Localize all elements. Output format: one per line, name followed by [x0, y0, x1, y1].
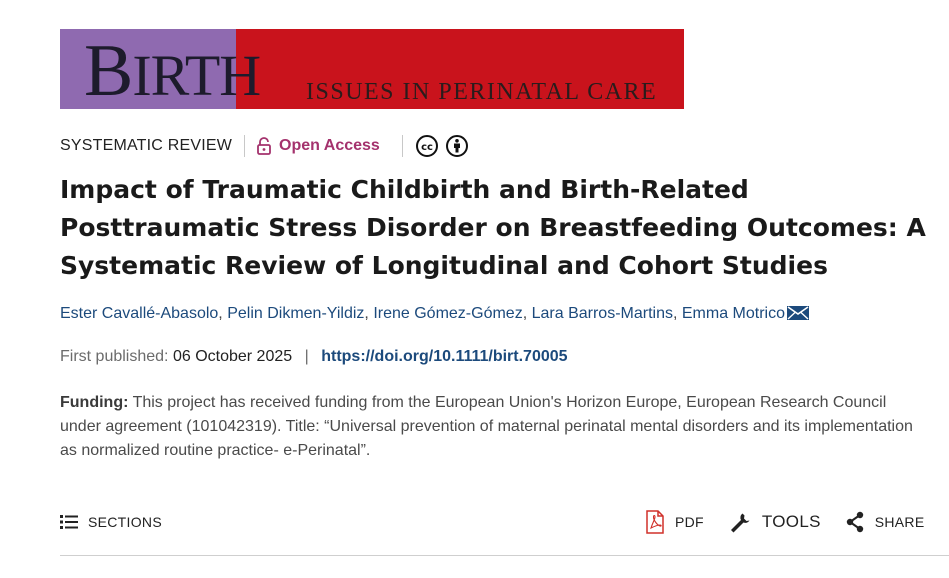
tools-button[interactable] [728, 510, 821, 534]
open-access-label[interactable]: Open Access [279, 137, 380, 154]
author-separator: , [364, 305, 374, 322]
author-link[interactable]: Pelin Dikmen-Yildiz [227, 305, 365, 322]
author-link[interactable]: Irene Gómez-Gómez [373, 305, 523, 322]
author-link[interactable]: Emma Motrico [681, 305, 785, 322]
first-published-date: 06 October 2025 [172, 348, 293, 365]
unlock-icon [257, 137, 271, 155]
article-meta-row [60, 132, 469, 160]
share-icon [845, 511, 865, 533]
first-published-label: First published: [60, 348, 169, 365]
divider [402, 135, 403, 157]
wrench-icon [728, 510, 752, 534]
funding-label: Funding: [60, 394, 129, 411]
article-title: Impact of Traumatic Childbirth and Birth-Related Posttraumatic Stress Disorder on Breastfeeding Outcomes: A Systematic Review of Longitudinal and Cohort Studies [60, 175, 926, 280]
share-button[interactable] [845, 511, 925, 533]
envelope-icon[interactable] [787, 306, 809, 320]
pdf-label: PDF [675, 514, 704, 530]
author-link[interactable]: Ester Cavallé-Abasolo [60, 305, 219, 322]
author-list [60, 303, 940, 325]
svg-text:cc: cc [420, 142, 433, 153]
list-icon [60, 515, 78, 529]
journal-logo: BIRTH [84, 30, 261, 109]
publication-separator: | [304, 348, 309, 365]
toolbar-divider [60, 555, 949, 556]
article-toolbar-right [645, 508, 924, 536]
author-separator: , [672, 305, 682, 322]
article-type: SYSTEMATIC REVIEW [60, 137, 233, 154]
journal-banner[interactable] [60, 29, 684, 109]
sections-button[interactable] [60, 514, 162, 530]
divider [244, 135, 245, 157]
author-separator: , [522, 305, 532, 322]
author-link[interactable]: Lara Barros-Martins [531, 305, 673, 322]
author-separator: , [218, 305, 228, 322]
cc-by-icon[interactable] [445, 134, 469, 158]
tools-label: TOOLS [761, 512, 821, 531]
funding-statement [60, 391, 930, 463]
cc-icon[interactable] [415, 134, 439, 158]
funding-text: This project has received funding from the European Union's Horizon Europe, European Research Council under agreement (101042319). Title: “Universal prevention of maternal perinatal mental disorders and its implementation as normalized routine practice- e-Perinatal”. [60, 394, 913, 459]
article-toolbar-left [60, 510, 162, 534]
pdf-icon [645, 510, 665, 534]
pdf-button[interactable] [645, 510, 704, 534]
sections-label: SECTIONS [88, 514, 162, 530]
doi-link[interactable]: https://doi.org/10.1111/birt.70005 [321, 348, 568, 365]
share-label: SHARE [874, 514, 925, 530]
journal-subtitle: ISSUES IN PERINATAL CARE [306, 79, 658, 105]
publication-info [60, 346, 568, 368]
